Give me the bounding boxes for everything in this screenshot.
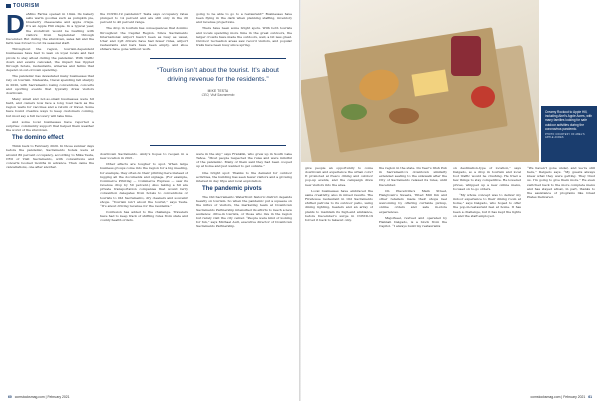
photo-caption-box: [541, 106, 597, 162]
body-paragraph: “We haven’t gone under, and we’re still here,” Delgado says. “My guests always knew what they were getting. They trust us. I’m going to give them more.” He even switched back to the more complete menu and has stayed afloat, in part, thanks to the assistance of programs like Great Plates Delivered.: [527, 166, 595, 200]
page-number-left: 60: [8, 395, 12, 399]
section-tag: [6, 3, 39, 9]
photo-caption: Creamy Rockout to Apple Hill, including Abel’s Apple Acres, with many families looking for safe outdoor activities during the coronavirus pandemic.: [545, 110, 593, 131]
body-paragraph: Many small and not-so-small businesses were hit hard, and owners now face a long road back as the region waits for vaccines and a return of travel. Some have found creative ways to keep customers coming, but most say a full recovery will take time.: [6, 96, 94, 118]
body-paragraph: the COVID-19 pandemic? Testa says occupancy rates plunged to 14 percent and are still only in the 20 percent to 40 percent range.: [100, 12, 188, 25]
right-column-1: [305, 166, 373, 392]
body-paragraph: Throughout the region, tourism-dependent businesses have had to lean on loyal locals and fast pivots to stay afloat during the pandemic. With traffic down and events canceled, the impact has rippled through hotels, restaurants, wineries and farms that depend on out-of-town spending.: [6, 47, 94, 73]
body-paragraph: downtown Sacramento. Andy’s hopes to reopen in a new location in 2021.: [100, 152, 188, 161]
dropcap-paragraph: [6, 12, 94, 45]
body-paragraph: Local businesses have embraced the same creativity, also in mixed results. The Firehouse restaurant in Old Sacramento shifted patrons to its outdoor patio, using dining lighting, heaters and an array of plants to maintain its high-end ambiance, before December’s surge in COVID-19 forced it back to takeout only.: [305, 188, 373, 222]
left-column-2-lower: [100, 152, 188, 392]
left-column-3: [196, 12, 292, 56]
photo-greens-shape: [341, 104, 367, 120]
body-paragraph: There have been some bright spots. With both tourists and locals spending more time in the great outdoors, the larger crowds have made the outdoors, well, a bit less great. Outdoor recreation areas saw record visitors, and popular trails have been busy since spring.: [196, 26, 292, 48]
body-paragraph: Confusion has added to the challenge. Travelers have had to keep track of shifting rules from state and county health orders.: [100, 210, 188, 223]
body-paragraph: Other effects are tougher to spot. When large business groups come into the region for a big meeting, for example, they often do their printing here instead of lugging all the documents and signage. (For example, Commerce Printing — Commerce Express — saw its revenue drop by 50 percent.) Also taking a hit are private transportation companies that would ferry convention delegates from hotels to conventions or tourists to Old Sacramento, dry cleaners and souvenir shops. “Tourism isn’t about the tourist,” says Testa. “It’s about driving revenue for the residents.”: [100, 162, 188, 208]
body-paragraph: The Old Sacramento Waterfront historic district depends heavily on tourism. So when the pandemic put a squeeze on the influx of visitors, the marketing team at Downtown Sacramento Partnership intensified its efforts to reach a new audience: drive-in tourists, or those who live in the region but rarely visit the city center. “People were kind of looking for fun,” says Michael Ault, executive director of Downtown Sacramento Partnership.: [196, 195, 292, 229]
feature-photo: [301, 0, 539, 162]
right-page: [301, 0, 600, 401]
footer-right: [530, 395, 594, 399]
body-paragraph: And some local businesses have reported a surprise: community support that helped them weather the worst of the shutdown.: [6, 119, 94, 133]
body-paragraph: on destination-type of location,” says Delgado, so a drop in tourism and local foot traffic would be crushing. He tried a few things to stay competitive. He lowered prices, whipped up a new online menu, focused on to-go orders.: [453, 166, 521, 191]
body-paragraph: Think back to February 2020. In those sunnier days before the pandemic, Sacramento hotels were at around 80 percent occupancy, according to Mike Testa, CEO of Visit Sacramento, with conventions and concerts booked months in advance. Then came the cancellations, one after another.: [6, 144, 94, 169]
right-column-3: [453, 166, 521, 392]
body-paragraph: The pandemic has devastated many businesses that rely on tourism. Statewide, travel spending fell sharply in 2020, with Sacramento losing conventions, concerts and sporting events that typically draw visitors downtown.: [6, 74, 94, 95]
body-paragraph: the region in the state. Du Veer’s Irish Pub in Sacramento’s downtown similarly extended seating to the sidewalk after the City of Sacramento relaxed its rules, until December.: [379, 166, 447, 187]
section-tag-bar: [6, 4, 11, 8]
left-column-2: [100, 12, 188, 56]
section-tag-label: TOURISM: [13, 3, 40, 9]
pull-quote-name: MIKE TESTA: [207, 89, 229, 93]
subhead-pandemic-pivots: The pandemic pivots: [202, 186, 262, 193]
right-column-4: [527, 166, 595, 392]
photo-apple-shape: [471, 86, 495, 108]
body-paragraph: Majorkeel, revived and operated by Hannah Delgado, is a block from the Capitol. “I always build my restaurants: [379, 215, 447, 229]
pull-quote: [150, 58, 286, 146]
body-paragraph: On Placerville’s Main Street, Hangtown’s Sweets, Tilted Mill Inn and other retailers made their shops feel welcoming by offering curbside pickup, online orders and safe in-store experiences.: [379, 188, 447, 214]
subhead-domino-effect: The domino effect: [12, 135, 64, 142]
photo-nuts-shape: [389, 108, 419, 124]
body-paragraph: going to be able to go to a restaurant?’ Businesses have been flying in the dark when planning staffing, inventory and revenue projections.: [196, 12, 292, 25]
body-paragraph: were in the sky,” says Franklin, who grew up in South Lake Tahoe. “Most people respected the rules and were mindful of the pandemic. Many of them said they had been cooped up at home and just wanted to get outside.”: [196, 152, 292, 169]
pull-quote-text: “Tourism isn’t about the tourist. It’s about driving revenue for the residents.”: [157, 67, 279, 83]
photo-credit: PHOTO COURTESY OF ABEL’S APPLE ACRES: [545, 133, 585, 140]
pull-quote-role: CEO, Visit Sacramento: [201, 93, 235, 97]
body-paragraph: “My whole concept was to deliver my indoor experience to their dining room at home,” says Delgado, who hoped to offer the pop-in-restaurant feel at home. It has been a challenge, but it has kept the lights on and the staff employed.: [453, 192, 521, 218]
body-paragraph: One bright spot: Thanks to the demand for outdoor activities, the building has seen fewer visitors and a growing interest in day trips and local exploration.: [196, 170, 292, 183]
dropcap-letter: D: [6, 12, 25, 39]
footer-left: [6, 395, 70, 399]
footer-left-text: comstocksmag.com | February 2021: [14, 395, 70, 399]
body-paragraph: The drop in tourism has consequences that domino throughout the Capital Region. Since Sacramento International Airport hasn’t been as busy as usual, Uber and Lyft drivers have had fewer rides, airport restaurants and bars have been empty, and shoe shiners have gone without work.: [100, 26, 188, 52]
photo-jar-shape: [451, 36, 481, 76]
page-number-right: 61: [588, 395, 592, 399]
body-paragraph: give people an opportunity to come downtown and experience the urban core? It promoted al fresco dining and outdoor pop-up events, and the campaign drew new visitors into the area.: [305, 166, 373, 187]
right-column-2: [379, 166, 447, 392]
left-page: [0, 0, 299, 401]
footer-right-text: comstocksmag.com | February 2021: [530, 395, 586, 399]
left-column-3-lower: [196, 152, 292, 392]
body-paragraph: eMino Farms opened in 1944. Its bakery sells warm goodies such as pumpkin pie, blueberry cheesecake and apple crisps. It’s an Apple Hill staple. In a typical year, the storefront would be bustling with visitors from September through December. But during the shutdown, sales fell and the farm was forced to cut its seasonal staff.: [6, 12, 94, 46]
left-column-1: [6, 12, 94, 392]
